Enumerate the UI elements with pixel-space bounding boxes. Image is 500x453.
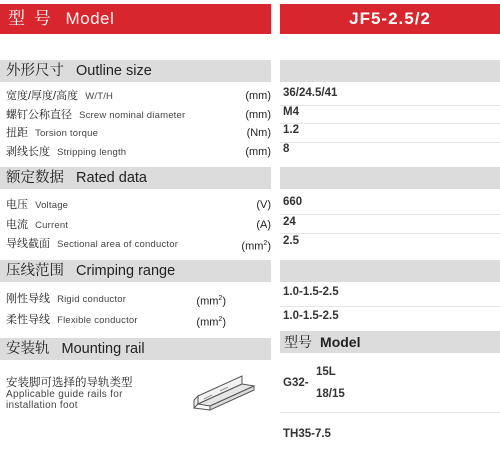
row-label-en: Voltage — [35, 200, 69, 211]
outline-row-screw — [6, 106, 271, 124]
value-section: 2.5 — [283, 235, 299, 247]
mounting-right-title-cn: 型号 — [284, 334, 312, 350]
value-screw: M4 — [283, 106, 299, 118]
row-unit: (A) — [256, 219, 271, 231]
separator — [280, 233, 500, 234]
rated-right-band — [280, 167, 500, 189]
crimping-title-cn: 压线范围 — [6, 263, 64, 279]
row-unit: (Nm) — [246, 127, 271, 139]
row-label-en: W/T/H — [85, 91, 114, 102]
value-whh: 36/24.5/41 — [283, 87, 338, 99]
row-unit: (mm) — [245, 146, 271, 158]
separator — [280, 412, 500, 413]
header-title-cn: 型 号 — [8, 9, 53, 28]
row-unit: (mm) — [245, 90, 271, 102]
separator — [280, 142, 500, 143]
guide-rail-illustration — [190, 370, 260, 415]
th-value: TH35-7.5 — [283, 428, 331, 440]
separator — [280, 214, 500, 215]
rated-section-header — [0, 167, 271, 189]
value-flexible: 1.0-1.5-2.5 — [283, 310, 339, 322]
mounting-desc-en-1: Applicable guide rails for — [6, 389, 123, 400]
mounting-section-header — [0, 338, 271, 360]
outline-section-header — [0, 60, 271, 82]
row-label-en: Sectional area of conductor — [57, 239, 179, 250]
outline-right-band — [280, 60, 500, 82]
value-strip: 8 — [283, 143, 290, 155]
row-unit: $(mm^2)$ — [196, 295, 226, 308]
crimping-right-band — [280, 260, 500, 282]
row-label-en: Torsion torque — [35, 128, 99, 139]
g32-prefix: G32- — [283, 377, 309, 389]
crimping-title-en: Crimping range — [76, 263, 176, 279]
rated-row-section — [6, 235, 271, 253]
header-model: JF5-2.5/2 — [349, 9, 431, 28]
separator — [280, 123, 500, 124]
crimping-section-header — [0, 260, 271, 282]
row-label-en: Current — [35, 220, 69, 231]
outline-title-cn: 外形尺寸 — [6, 63, 64, 79]
mounting-desc-en-2: installation foot — [6, 400, 78, 411]
row-label-cn: 剥线长度 — [6, 146, 50, 158]
rated-row-current — [6, 216, 271, 234]
row-label-en: Stripping length — [57, 147, 127, 158]
separator — [280, 306, 500, 307]
row-label-cn: 电流 — [6, 219, 28, 231]
value-current: 24 — [283, 216, 296, 228]
row-label-cn: 柔性导线 — [6, 314, 50, 326]
row-unit: $(mm^2)$ — [241, 240, 271, 253]
g32-top: 15L — [316, 366, 336, 378]
row-label-en: Screw nominal diameter — [79, 110, 186, 121]
g32-bottom: 18/15 — [316, 388, 345, 400]
outline-row-whh — [6, 87, 271, 105]
row-label-cn: 宽度/厚度/高度 — [6, 90, 79, 102]
row-label-cn: 扭距 — [6, 127, 28, 139]
crimping-row-flexible — [6, 311, 226, 329]
mounting-desc-cn: 安装脚可选择的导轨类型 — [6, 377, 133, 389]
mounting-title-en: Mounting rail — [61, 341, 145, 357]
value-rigid: 1.0-1.5-2.5 — [283, 286, 339, 298]
row-unit: $(mm^2)$ — [196, 316, 226, 329]
rated-title-cn: 额定数据 — [6, 170, 64, 186]
rated-title-en: Rated data — [76, 170, 147, 186]
row-label-cn: 刚性导线 — [6, 293, 50, 305]
rated-row-voltage — [6, 196, 271, 214]
header-right-bar — [280, 4, 500, 34]
separator — [280, 105, 500, 106]
crimping-row-rigid — [6, 290, 226, 308]
row-label-cn: 电压 — [6, 199, 28, 211]
mounting-title-cn: 安装轨 — [6, 341, 50, 357]
outline-row-torque — [6, 124, 271, 142]
header-left-bar — [0, 4, 271, 34]
header-title-en: Model — [65, 9, 115, 28]
value-voltage: 660 — [283, 196, 303, 208]
row-label-cn: 螺钉公称直径 — [6, 109, 72, 121]
row-unit: (mm) — [245, 109, 271, 121]
mounting-right-header — [280, 331, 500, 353]
outline-row-strip — [6, 143, 271, 161]
row-unit: (V) — [256, 199, 271, 211]
outline-title-en: Outline size — [76, 63, 152, 79]
mounting-right-title-en: Model — [320, 334, 361, 350]
row-label-cn: 导线截面 — [6, 238, 50, 250]
value-torque: 1.2 — [283, 124, 299, 136]
row-label-en: Flexible conductor — [57, 315, 138, 326]
row-label-en: Rigid conductor — [57, 294, 127, 305]
